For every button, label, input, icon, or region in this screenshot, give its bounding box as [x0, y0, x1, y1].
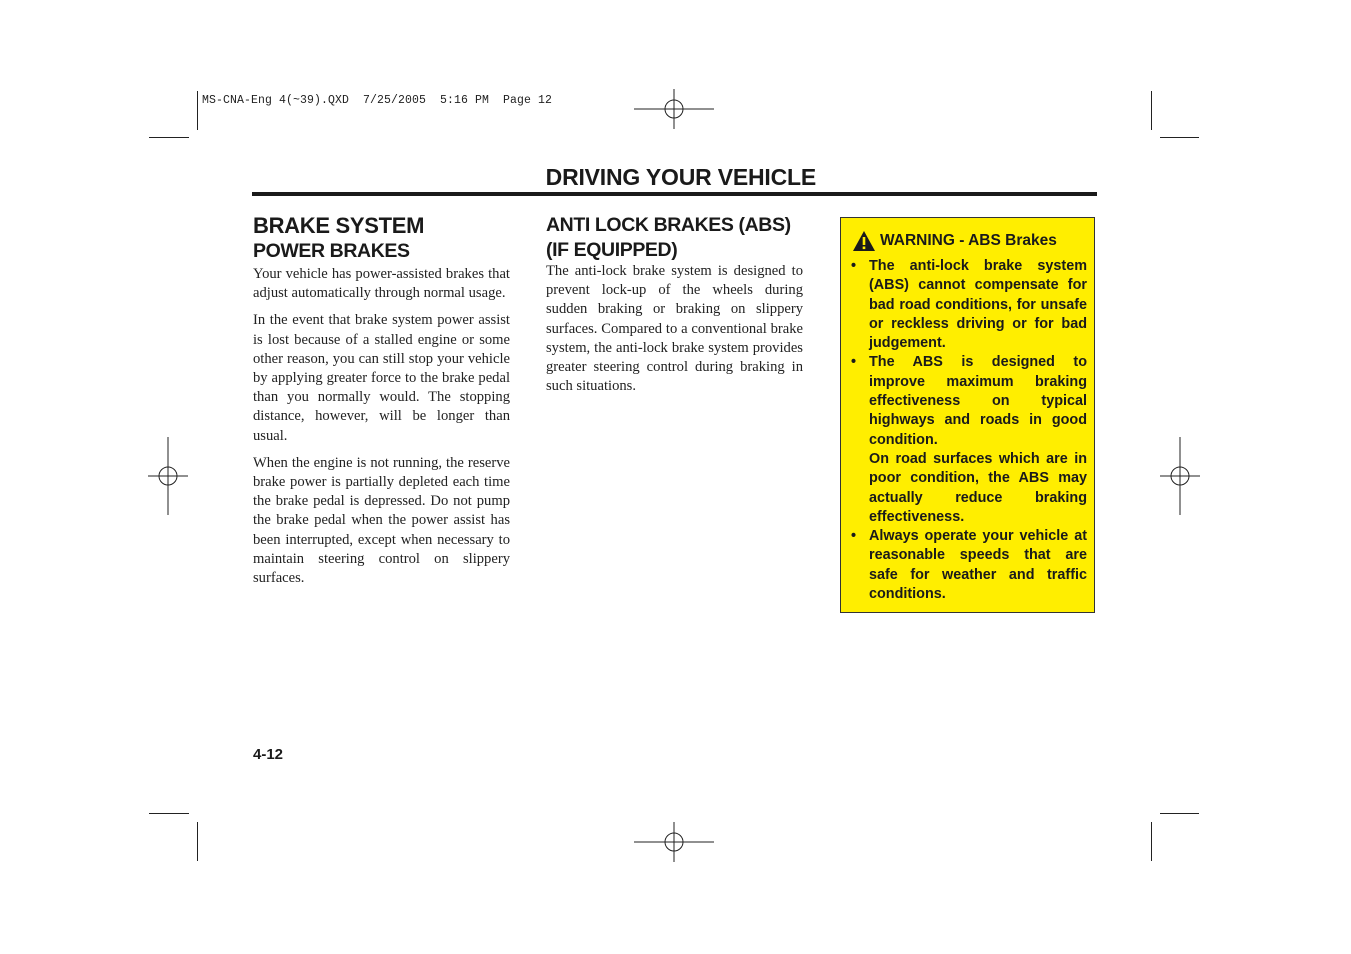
registration-mark-icon [634, 822, 714, 862]
registration-mark-icon [148, 437, 188, 515]
brake-system-heading: BRAKE SYSTEM [253, 213, 425, 238]
crop-mark [1160, 137, 1199, 138]
abs-heading [546, 213, 803, 263]
warning-title: WARNING - ABS Brakes [880, 232, 1057, 249]
paragraph: Your vehicle has power-assisted brakes that adjust automatically through normal usage. [253, 266, 510, 302]
warning-item-text: Always operate your vehicle at reasonable speeds that are safe for weather and traffic conditions. [869, 528, 1087, 603]
middle-column [546, 213, 803, 404]
paragraph: In the event that brake system power assist is lost because of a stalled engine or some other reason, you can still stop your vehicle by applying greater force to the brake pedal than you normally would. The stopping distance, however, will be longer than usual. [253, 312, 510, 444]
paragraph: When the engine is not running, the reserve brake power is partially depleted each time the brake pedal is depressed. Do not pump the brake pedal when the power assist has been interrupted, except when necessary to maintain steering control on slippery surfaces. [253, 454, 510, 587]
warning-header [852, 230, 1057, 252]
crop-mark [149, 137, 189, 138]
warning-item [849, 257, 1087, 353]
warning-item-text: The ABS is designed to improve maximum braking effectiveness on typical highways and roads in good condition. [869, 354, 1087, 448]
crop-mark [197, 822, 198, 861]
warning-item [849, 353, 1087, 527]
paragraph: The anti-lock brake system is designed to prevent lock-up of the wheels during sudden braking or braking on slippery surfaces. Compared to a conventional brake system, the anti-lock brake system provides greater steering control during braking in such situations. [546, 263, 803, 395]
print-slug: MS-CNA-Eng 4(~39).QXD 7/25/2005 5:16 PM Page 12 [202, 94, 553, 107]
registration-mark-icon [1160, 437, 1200, 515]
crop-mark [1151, 91, 1152, 130]
abs-heading-line2: (IF EQUIPPED) [546, 239, 678, 261]
crop-mark [1151, 822, 1152, 861]
warning-item-extra: On road surfaces which are in poor condition, the ABS may actually reduce braking effectiveness. [869, 450, 1087, 525]
abs-heading-line1: ANTI LOCK BRAKES (ABS) [546, 214, 791, 236]
warning-triangle-icon [852, 230, 876, 252]
warning-list [849, 257, 1087, 604]
crop-mark [149, 813, 189, 814]
warning-item [849, 527, 1087, 604]
page-number: 4-12 [253, 746, 284, 763]
section-header-title: DRIVING YOUR VEHICLE [545, 164, 816, 190]
registration-mark-icon [634, 89, 714, 129]
crop-mark [197, 91, 198, 130]
left-column [253, 213, 510, 596]
warning-box [840, 217, 1095, 613]
header-rule [252, 192, 1097, 196]
warning-item-text: The anti-lock brake system (ABS) cannot compensate for bad road conditions, for unsafe or reckless driving or for bad judgement. [869, 258, 1087, 352]
power-brakes-subheading: POWER BRAKES [253, 240, 410, 262]
crop-mark [1160, 813, 1199, 814]
